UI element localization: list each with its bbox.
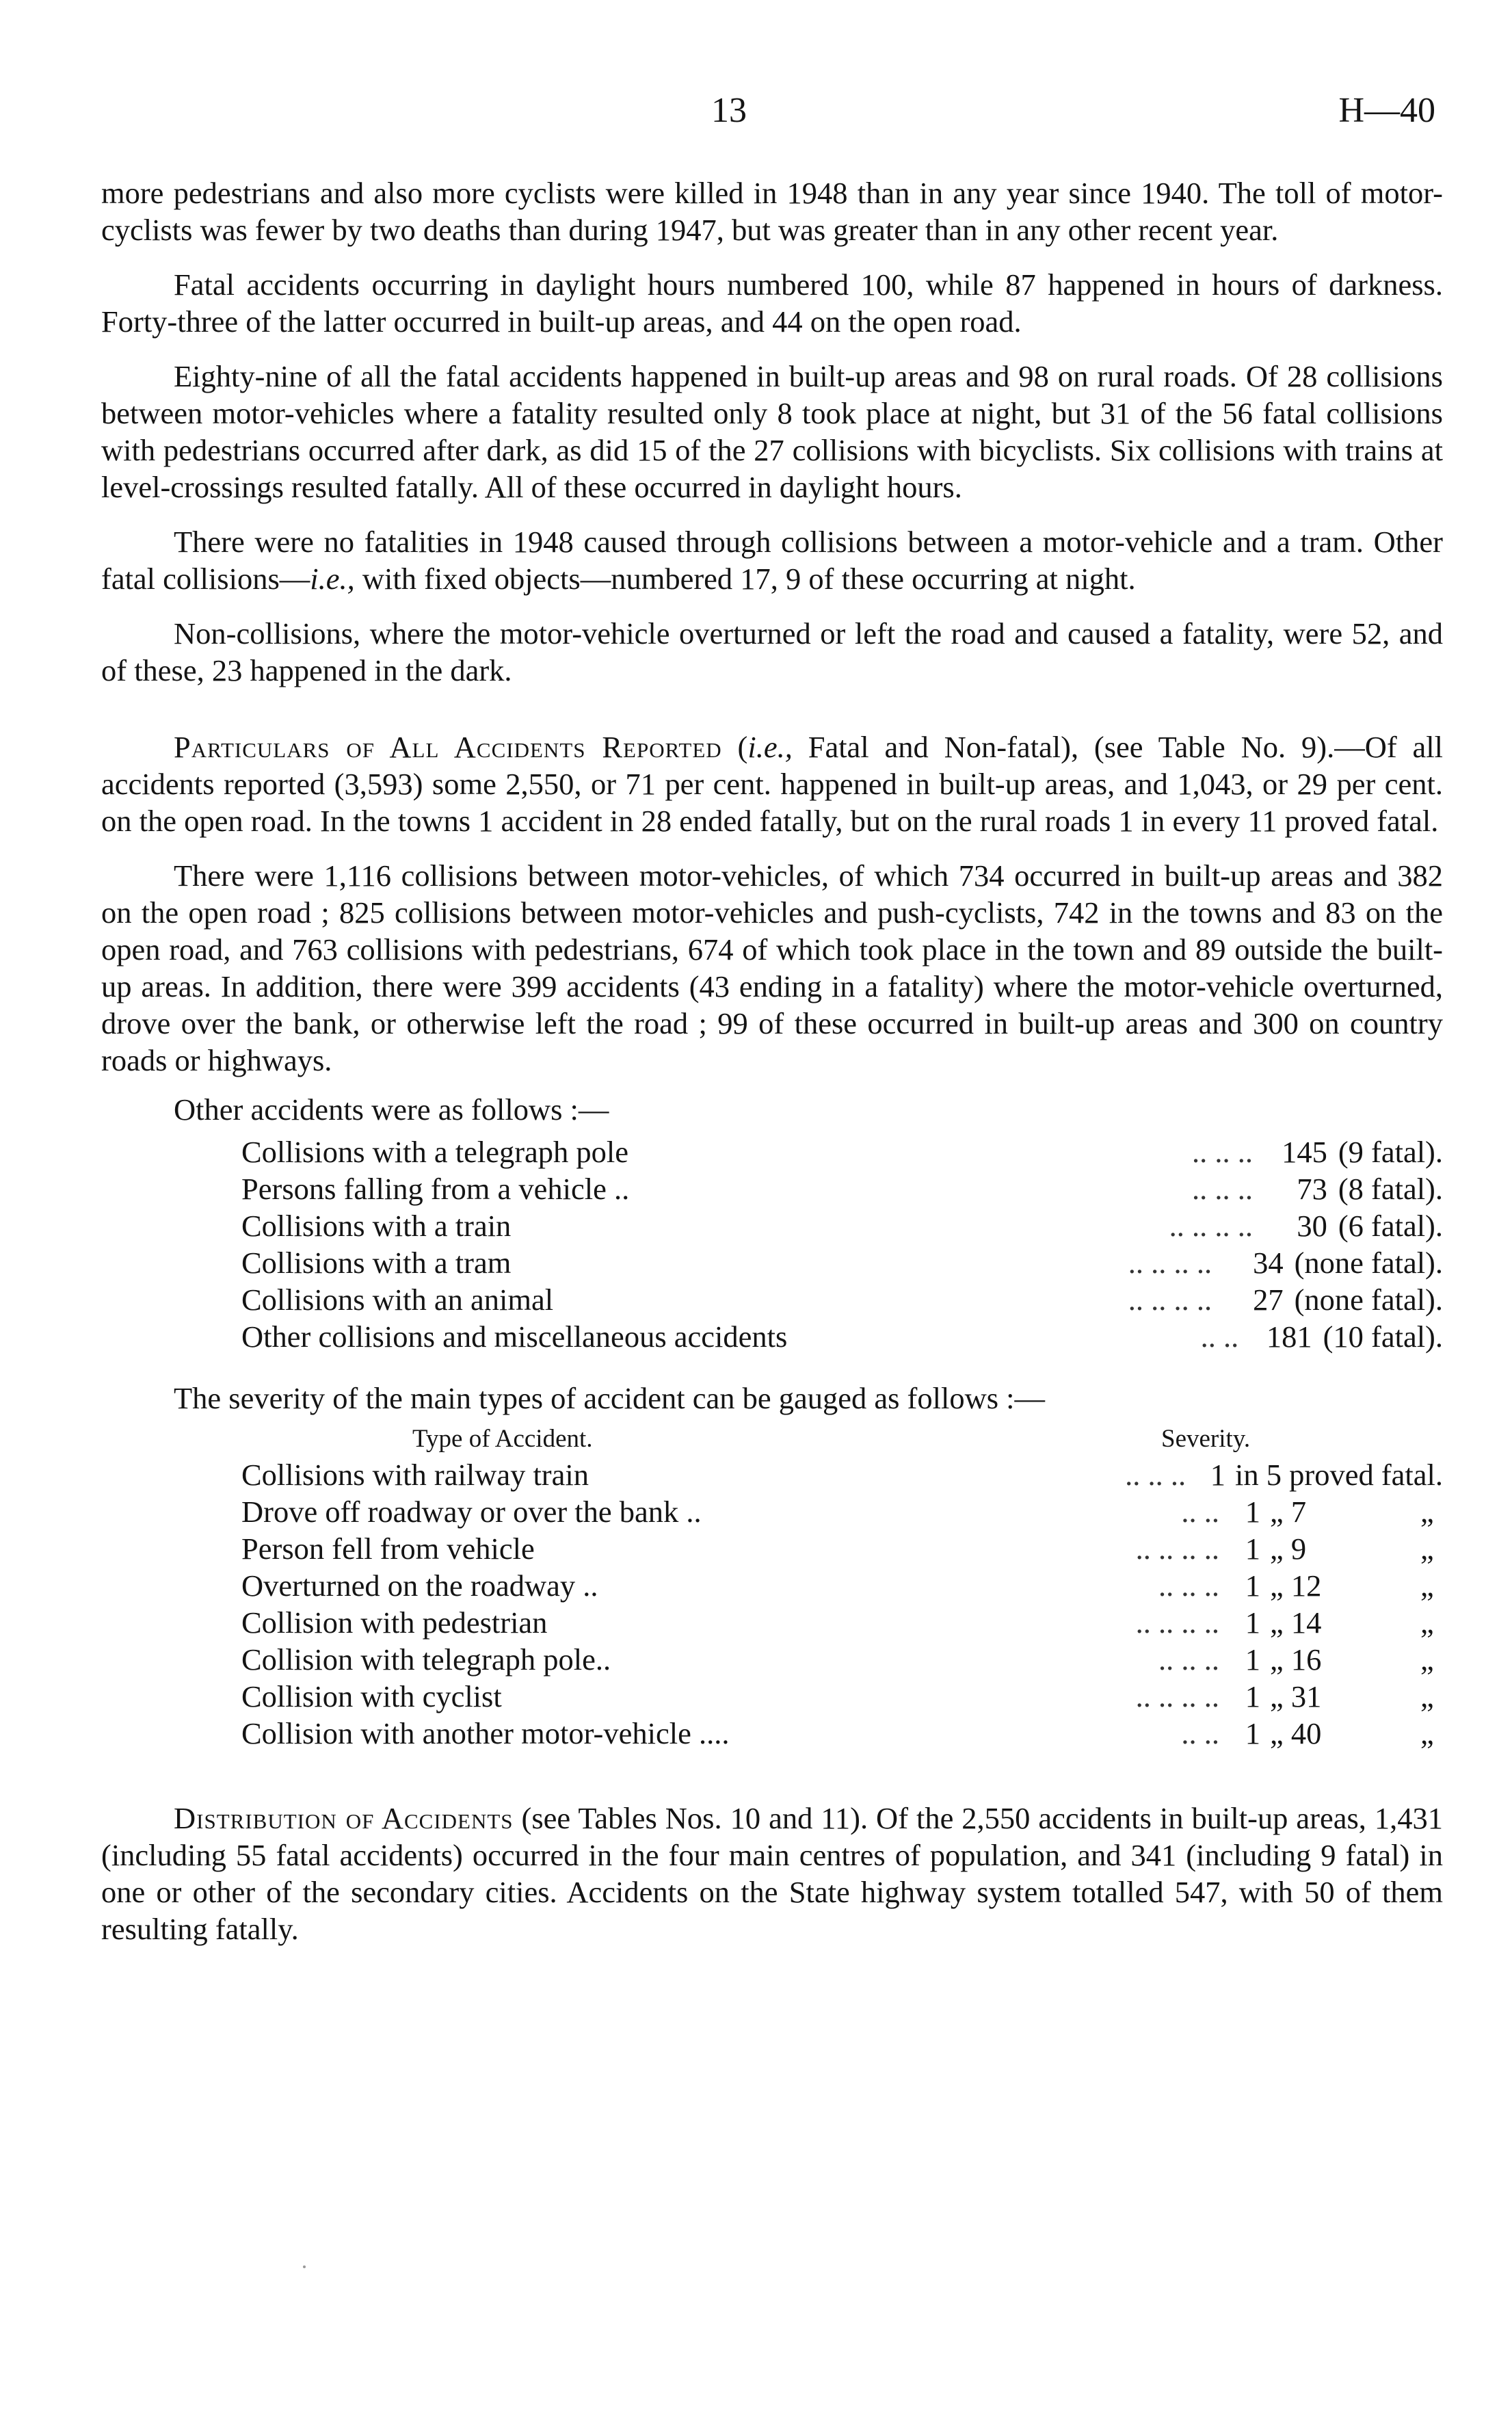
list-item-leader: .. .. [1200, 1319, 1239, 1354]
row-label: Collision with another motor-vehicle .... [241, 1716, 730, 1750]
list-item-note: (8 fatal). [1338, 1172, 1443, 1206]
table-row [101, 1678, 1443, 1715]
table-row [101, 1715, 1443, 1752]
paragraph-7: There were 1,116 collisions between motor-vehicles, of which 734 occurred in built-up areas and 382 on the open road ; 825 collisions between motor-vehicles and push-cyclists, 742 in the towns and 83 on the open road, and 763 collisions with pedestrians, 674 of which took place in the town and 89 outside the built-up areas. In addition, there were 399 accidents (43 ending in a fatality) where the motor-vehicle overturned, drove over the bank, or otherwise left the road ; 99 of these occurred in built-up areas and 300 on country roads or highways. [101, 858, 1443, 1077]
list-item-note: (none fatal). [1294, 1246, 1443, 1280]
row-one: 1 [1245, 1679, 1260, 1713]
list-item-label: Persons falling from a vehicle .. [241, 1172, 630, 1206]
paragraph-6 [101, 728, 1443, 839]
list-item [101, 1133, 1443, 1170]
row-ditto: „ [1420, 1532, 1434, 1566]
row-label: Collision with telegraph pole.. [241, 1642, 611, 1677]
table-row [101, 1456, 1443, 1493]
row-one: 1 [1245, 1532, 1260, 1566]
table-row [101, 1530, 1443, 1567]
list-item-count: 30 [1297, 1209, 1327, 1243]
list-item-note: (10 fatal). [1323, 1319, 1443, 1354]
row-value: „ 31 [1270, 1679, 1322, 1713]
row-label: Collisions with railway train [241, 1458, 589, 1492]
paragraph-2: Fatal accidents occurring in daylight hours numbered 100, while 87 happened in hours of darkness. Forty-three of the latter occurred in built-up areas, and 44 on the open road. [101, 267, 1443, 339]
paragraph-5: Non-collisions, where the motor-vehicle overturned or left the road and caused a fatality, were 52, and of these, 23 happened in the dark. [101, 616, 1443, 687]
paragraph-4-italic: i.e., [310, 562, 355, 596]
list-item-note: (6 fatal). [1338, 1209, 1443, 1243]
row-ditto: „ [1420, 1679, 1434, 1713]
page-header [0, 90, 1512, 138]
row-value: „ 14 [1270, 1605, 1322, 1640]
list-item-label: Collisions with a tram [241, 1246, 512, 1280]
row-ditto: „ [1420, 1495, 1434, 1529]
row-leader: .. .. .. .. [1135, 1605, 1219, 1640]
paragraph-3: Eighty-nine of all the fatal accidents happened in built-up areas and 98 on rural roads. Of 28 collisions between motor-vehicles where a fatality resulted only 8 took place at night, but 31 of the 56 fatal collisions with pedestrians occurred after dark, as did 15 of the 27 collisions with bicyclists. Six collisions with trains at level-crossings resulted fatally. All of these occurred in daylight hours. [101, 359, 1443, 504]
body-text [101, 174, 1443, 1965]
row-one: 1 [1245, 1568, 1260, 1603]
other-accidents-list [101, 1133, 1443, 1355]
row-label: Collision with pedestrian [241, 1605, 548, 1640]
list-item [101, 1170, 1443, 1207]
row-ditto: „ [1420, 1642, 1434, 1677]
list-item-count: 145 [1282, 1135, 1327, 1169]
row-ditto: „ [1420, 1716, 1434, 1750]
list-item [101, 1281, 1443, 1318]
column-header-severity: Severity. [1161, 1425, 1251, 1453]
row-one: 1 [1245, 1716, 1260, 1750]
severity-header-row [101, 1422, 1443, 1456]
row-one: 1 [1245, 1642, 1260, 1677]
row-label: Collision with cyclist [241, 1679, 502, 1713]
row-label: Overturned on the roadway .. [241, 1568, 598, 1603]
row-one: 1 [1210, 1458, 1226, 1492]
severity-table [101, 1422, 1443, 1752]
row-label: Person fell from vehicle [241, 1532, 535, 1566]
list-item-count: 181 [1266, 1319, 1312, 1354]
row-value: „ 40 [1270, 1716, 1322, 1750]
section-heading-distribution: Distribution of Accidents [174, 1801, 514, 1835]
page-number: 13 [711, 91, 747, 130]
paragraph-4 [101, 523, 1443, 597]
list-item-label: Other collisions and miscellaneous accidents [241, 1319, 788, 1354]
list-item [101, 1207, 1443, 1244]
paragraph-6-italic: i.e., [747, 730, 793, 764]
paragraph-9: The severity of the main types of accident can be gauged as follows :— [174, 1381, 1046, 1415]
table-row [101, 1567, 1443, 1604]
row-ditto: „ [1420, 1568, 1434, 1603]
row-value: „ 7 [1270, 1495, 1307, 1529]
paragraph-10 [101, 1800, 1443, 1947]
row-one: 1 [1245, 1605, 1260, 1640]
table-row [101, 1641, 1443, 1678]
table-row [101, 1604, 1443, 1641]
list-item-label: Collisions with an animal [241, 1283, 554, 1317]
row-value: „ 12 [1270, 1568, 1322, 1603]
row-leader: .. .. .. .. [1135, 1679, 1219, 1713]
list-item-count: 27 [1253, 1283, 1284, 1317]
list-item-note: (9 fatal). [1338, 1135, 1443, 1169]
list-item-leader: .. .. .. .. [1128, 1246, 1212, 1280]
paragraph-1: more pedestrians and also more cyclists were killed in 1948 than in any year since 1940. The toll of motor-cyclists was fewer by two deaths than during 1947, but was greater than in any other recent year. [101, 176, 1443, 247]
row-ditto: „ [1420, 1605, 1434, 1640]
row-leader: .. .. .. [1158, 1568, 1219, 1603]
row-value: „ 16 [1270, 1642, 1322, 1677]
paragraph-4-text-a: There were no fatalities in 1948 caused through collisions between a motor-vehicle and a tram. Other fatal collisions— [101, 525, 1443, 596]
row-leader: .. .. [1181, 1716, 1219, 1750]
row-label: Drove off roadway or over the bank .. [241, 1495, 702, 1529]
scan-speck [303, 2265, 306, 2268]
list-item-label: Collisions with a telegraph pole [241, 1135, 629, 1169]
list-item-leader: .. .. .. [1191, 1172, 1253, 1206]
list-item [101, 1318, 1443, 1355]
paragraph-6-paren: ( [721, 730, 748, 764]
list-item-label: Collisions with a train [241, 1209, 512, 1243]
list-item-count: 73 [1297, 1172, 1327, 1206]
row-leader: .. .. .. [1125, 1458, 1186, 1492]
row-one: 1 [1245, 1495, 1260, 1529]
row-leader: .. .. .. .. [1135, 1532, 1219, 1566]
list-item-count: 34 [1253, 1246, 1284, 1280]
section-heading-particulars: Particulars of All Accidents Reported [174, 730, 722, 764]
list-item-note: (none fatal). [1294, 1283, 1443, 1317]
row-value: „ 9 [1270, 1532, 1307, 1566]
list-item [101, 1244, 1443, 1281]
paragraph-8: Other accidents were as follows :— [174, 1092, 609, 1127]
paragraph-10-text: (see Tables Nos. 10 and 11). Of the 2,550 accidents in built-up areas, 1,431 (including 55 fatal accidents) occurred in the four main centres of population, and 341 (including 9 fatal) in one or other of the secondary cities. Accidents on the State highway system totalled 547, with 50 of them resulting fatally. [101, 1801, 1443, 1946]
paragraph-6-text: Fatal and Non-fatal), (see Table No. 9).—Of all accidents reported (3,593) some 2,550, or 71 per cent. happened in built-up areas, and 1,043, or 29 per cent. on the open road. In the towns 1 accident in 28 ended fatally, but on the rural roads 1 in every 11 proved fatal. [101, 730, 1443, 838]
list-item-leader: .. .. .. .. [1128, 1283, 1212, 1317]
row-value: in 5 proved fatal. [1235, 1458, 1444, 1492]
row-leader: .. .. [1181, 1495, 1219, 1529]
table-row [101, 1493, 1443, 1530]
document-reference: H—40 [1338, 91, 1435, 130]
list-item-leader: .. .. .. .. [1169, 1209, 1253, 1243]
list-item-leader: .. .. .. [1191, 1135, 1253, 1169]
row-leader: .. .. .. [1158, 1642, 1219, 1677]
paragraph-4-text-b: with fixed objects—numbered 17, 9 of these occurring at night. [354, 562, 1136, 596]
column-header-type: Type of Accident. [412, 1425, 593, 1453]
